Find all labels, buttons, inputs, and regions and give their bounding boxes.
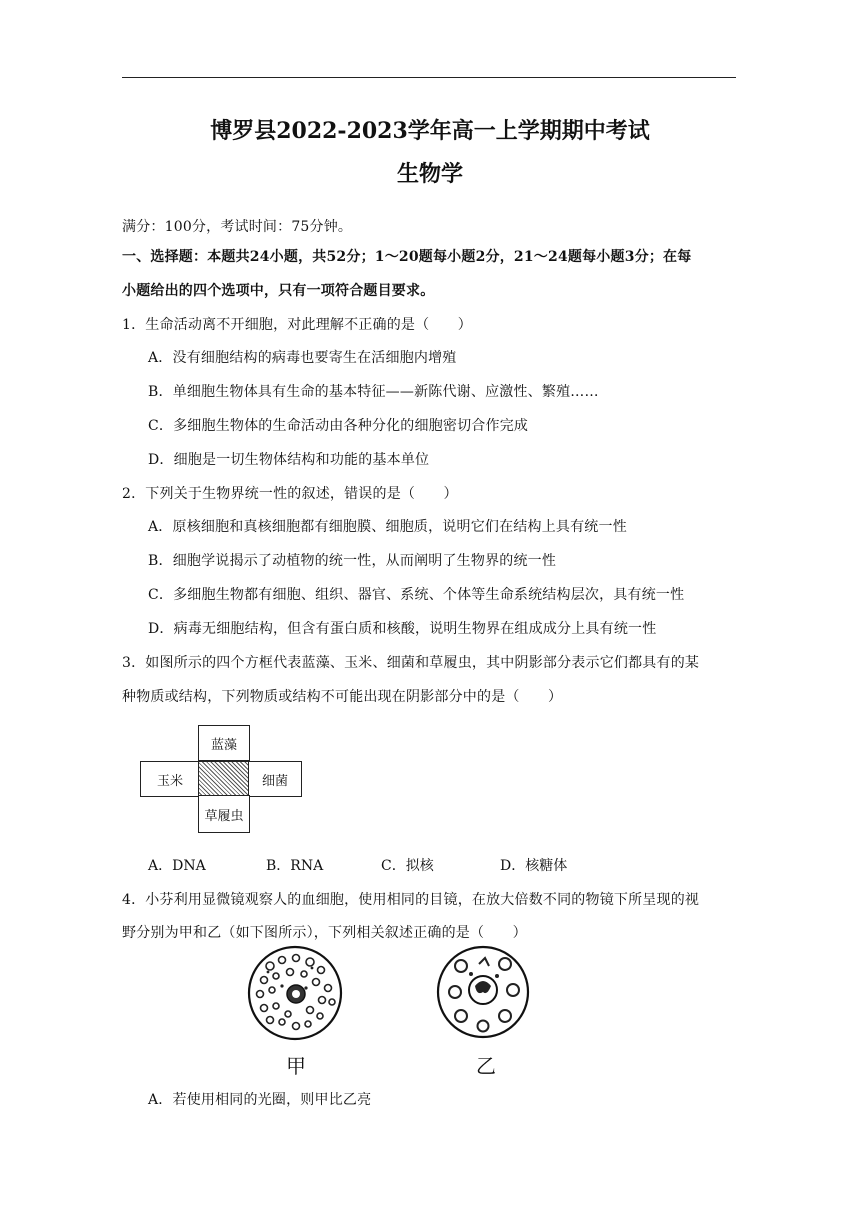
top-rule <box>122 77 736 78</box>
exam-info: 满分：100分，考试时间：75分钟。 <box>122 219 353 235</box>
q2-option-b: B．细胞学说揭示了动植物的统一性，从而阐明了生物界的统一性 <box>148 553 557 569</box>
q4-stem-line2: 野分别为甲和乙（如下图所示），下列相关叙述正确的是（ ） <box>122 925 527 941</box>
q4-stem-line1: 4．小芬利用显微镜观察人的血细胞，使用相同的目镜，在放大倍数不同的物镜下所呈现的视 <box>122 892 700 908</box>
q3-option-a: A．DNA <box>148 858 206 874</box>
q1-option-d: D．细胞是一切生物体结构和功能的基本单位 <box>148 452 430 468</box>
q1-option-a: A．没有细胞结构的病毒也要寄生在活细胞内增殖 <box>148 350 457 366</box>
q2-stem: 2．下列关于生物界统一性的叙述，错误的是（ ） <box>122 486 458 502</box>
section-heading-line1: 一、选择题：本题共24小题，共52分；1～20题每小题2分，21～24题每小题3分；在每 <box>122 249 692 265</box>
q1-stem: 1．生命活动离不开细胞，对此理解不正确的是（ ） <box>122 317 472 333</box>
box-bottom: 草履虫 <box>198 795 250 833</box>
q3-option-c: C．拟核 <box>381 858 434 874</box>
box-left: 玉米 <box>140 761 200 797</box>
section-heading-line2: 小题给出的四个选项中，只有一项符合题目要求。 <box>122 283 435 299</box>
exam-title: 博罗县2022-2023学年高一上学期期中考试 <box>210 118 650 144</box>
q3-option-b: B．RNA <box>266 858 324 874</box>
microscope-view-jia <box>246 944 344 1042</box>
exam-subject: 生物学 <box>396 161 463 187</box>
q2-option-d: D．病毒无细胞结构，但含有蛋白质和核酸，说明生物界在组成成分上具有统一性 <box>148 621 657 637</box>
q4-option-a: A．若使用相同的光圈，则甲比乙亮 <box>148 1092 372 1108</box>
label-jia: 甲 <box>286 1054 306 1078</box>
box-top: 蓝藻 <box>198 725 250 761</box>
q1-option-c: C．多细胞生物体的生命活动由各种分化的细胞密切合作完成 <box>148 418 529 434</box>
q1-option-b: B．单细胞生物体具有生命的基本特征——新陈代谢、应激性、繁殖…… <box>148 384 599 400</box>
q2-option-c: C．多细胞生物都有细胞、组织、器官、系统、个体等生命系统结构层次，具有统一性 <box>148 587 685 603</box>
shaded-overlap <box>198 761 250 797</box>
q3-stem-line2: 种物质或结构，下列物质或结构不可能出现在阴影部分中的是（ ） <box>122 689 563 705</box>
microscope-view-yi <box>435 944 531 1040</box>
q3-stem-line1: 3．如图所示的四个方框代表蓝藻、玉米、细菌和草履虫，其中阴影部分表示它们都具有的某 <box>122 655 700 671</box>
venn-cross-diagram <box>140 725 302 833</box>
label-yi: 乙 <box>476 1054 496 1078</box>
q2-option-a: A．原核细胞和真核细胞都有细胞膜、细胞质，说明它们在结构上具有统一性 <box>148 519 627 535</box>
q3-option-d: D．核糖体 <box>500 858 568 874</box>
box-right: 细菌 <box>248 761 302 797</box>
